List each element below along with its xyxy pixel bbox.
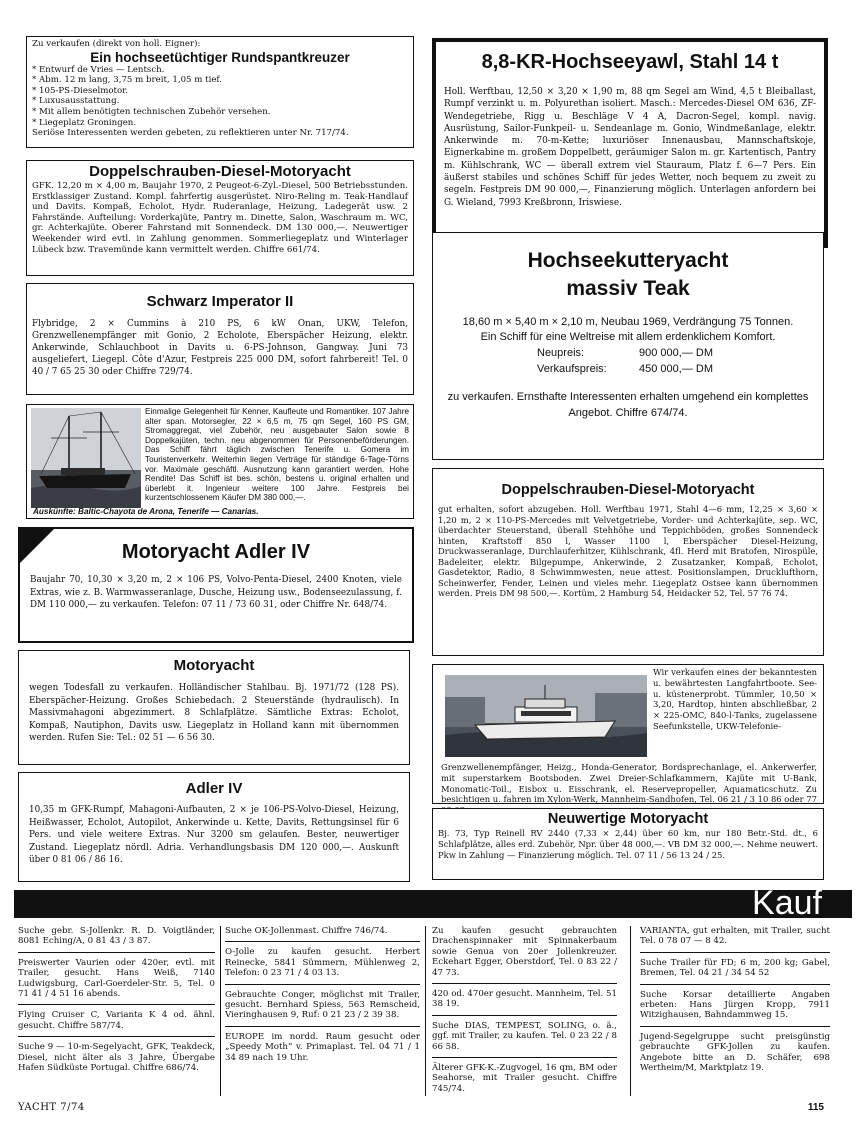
- ad-subtitle: massiv Teak: [566, 277, 690, 300]
- ad-body: wegen Todesfall zu verkaufen. Holländischer Stahlbau. Bj. 1971/72 (128 PS). Eberspächer-Heizung. Großes Schiebedach. 2 Steuerstände (hydraulisch). In Massivmahagoni abgezimmert. 8 Schlafplätze. Sämtliche Extras: Echolot, Kompaß, Nautiphon, Davits usw. Liegeplatz in Holland kann mit übernommen werden. Rufen Sie: Tel.: 02 51 — 6 56 30.: [29, 683, 399, 743]
- price-label: Neupreis:: [537, 347, 585, 359]
- entry-divider: [225, 1026, 420, 1027]
- feature-item: * Liegeplatz Groningen.: [32, 118, 408, 129]
- ad-contact: Auskünfte: Baltic-Chayota de Arona, Tenerife — Canarias.: [33, 507, 259, 516]
- entry-divider: [432, 983, 617, 984]
- classified-entry: Suche Korsar detaillierte Angaben erbeten: Hans Jürgen Kropp, 7911 Witzighausen, Bahndammweg 15.: [640, 989, 830, 1021]
- classified-entry: Älterer GFK-K.-Zugvogel, 16 qm, BM oder Seahorse, mit Trailer gesucht. Chiffre 745/74.: [432, 1063, 617, 1094]
- classified-entry: Flying Cruiser C, Varianta K 4 od. ähnl. gesucht. Chiffre 587/74.: [18, 1010, 215, 1031]
- ad-neuwertige-motoryacht: [432, 808, 824, 880]
- kauf-label: Kauf: [752, 884, 822, 922]
- ad-title: Hochseekutteryacht: [527, 249, 729, 272]
- feature-item: * Mit allem benötigten technischen Zubehör versehen.: [32, 107, 408, 118]
- price-row-verkauf: [433, 361, 823, 377]
- ad-doppelschrauben-2: [432, 468, 824, 656]
- column-divider: [220, 926, 221, 1096]
- page-footer-left: YACHT 7/74: [18, 1102, 85, 1113]
- price-value: 900 000,— DM: [639, 347, 713, 359]
- ad-schwarz-imperator: [26, 283, 414, 395]
- entry-divider: [432, 1015, 617, 1016]
- sailing-ship-photo: [31, 408, 141, 508]
- classified-entry: Zu kaufen gesucht gebrauchten Drachenspinnaker mit Spinnakerbaum sowie Genua von 20er Jollenkreuzer. Eckehart Egger, Oberstdorf, Tel. 0 83 22 / 47 73.: [432, 926, 617, 978]
- entry-divider: [432, 1057, 617, 1058]
- ad-title: Schwarz Imperator II: [146, 293, 294, 310]
- entry-divider: [640, 1026, 830, 1027]
- ad-langfahrtboot: [432, 664, 824, 804]
- ad-body: Baujahr 70, 10,30 × 3,20 m, 2 × 106 PS, Volvo-Penta-Diesel, 2400 Knoten, viele Extras, wie z. B. Warmwasseranlage, Dusche, Heizung usw., Bodenseezulassung, f. DM 110 000,— zu verkaufen. Telefon: 07 11 / 73 60 31, oder Chiffre Nr. 648/74.: [30, 575, 402, 611]
- column-divider: [630, 926, 631, 1096]
- column-divider: [425, 926, 426, 1096]
- classified-entry: Gebrauchte Conger, möglichst mit Trailer, gesucht. Bernhard Spiess, 563 Remscheid, Vieringhausen 9, Ruf: 0 21 23 / 2 39 38.: [225, 989, 420, 1021]
- ad-motoryacht-adler-iv: [18, 527, 414, 643]
- ad-body: gut erhalten, sofort abzugeben. Holl. Werftbau 1971, Stahl 4—6 mm, 12,25 × 3,60 × 1,20 m, 2 × 110-PS-Mercedes mit Velvetgetriebe, Vorder- und Achterkajüte, sep. WC, überdachter Steuerstand, überall Stehhöhe und Teppichböden, großes Sonnendeck hinten, Kraftstoff 850 l, Wasser 1100 l, Eberspächer Diesel-Heizung, Druckwasseranlage, Durchlauferhitzer, Kühlschrank, 4fl. Herd mit Bratofen, Nirospüle, Badeleiter, elektr. Bilgepumpe, Ankerwinde, 2 Zusatzanker, Kompaß, Echolot, Gasdetektor, Radio, 8 Schwimmwesten, neue attest. Positionslampen, Drucklufthorn, Scheinwerfer, Fender, Leinen und vieles mehr. Liegeplatz Ostsee kann übernommen werden. Preis DM 98 500,—. Kortüm, 2 Hamburg 54, Heidacker 52, Tel. 57 76 74.: [438, 504, 818, 598]
- feature-item: * Abm. 12 m lang, 3,75 m breit, 1,05 m tief.: [32, 75, 408, 86]
- corner-decoration: [20, 529, 54, 563]
- kauf-column-1: [18, 926, 215, 1078]
- entry-divider: [640, 952, 830, 953]
- ad-specs: 18,60 m × 5,40 m × 2,10 m, Neubau 1969, Verdrängung 75 Tonnen.: [462, 316, 794, 328]
- ad-body: 10,35 m GFK-Rumpf, Mahagoni-Aufbauten, 2 × je 106-PS-Volvo-Diesel, Heizung, Heißwasser, Echolot, Autopilot, Ankerwinde u. Kette, Davits, Rettungsinsel für 6 Pers. und viele weitere Extras. Nur 3200 sm gelaufen. Bester, neuwertiger Zustand. Liegeplatz nördl. Adria. Verhandlungsbasis DM 120 000,—. Auskunft über 0 81 06 / 86 16.: [29, 805, 399, 865]
- motorboat-photo: [445, 675, 647, 757]
- classified-entry: Preiswerter Vaurien oder 420er, evtl. mit Trailer, gesucht. Hans Weiß, 7140 Ludwigsburg, Carl-Goerdeler-Str. 5, Tel. 0 71 41 / 4 51 16 abends.: [18, 957, 215, 1000]
- entry-divider: [225, 984, 420, 985]
- kauf-column-3: [432, 926, 617, 1099]
- ad-title: Adler IV: [185, 780, 243, 797]
- classified-entry: Jugend-Segelgruppe sucht preisgünstig gebrauchte GFK-Jollen zu kaufen. Angebote bitte an D. Schäfer, 698 Wertheim/M, Marktplatz 19.: [640, 1031, 830, 1074]
- ad-title: Ein hochseetüchtiger Rundspantkreuzer: [90, 49, 350, 65]
- feature-item: * 105-PS-Dieselmotor.: [32, 86, 408, 97]
- ad-title: Neuwertige Motoryacht: [547, 811, 709, 827]
- ad-text-top: Wir verkaufen eines der bekanntesten u. bewährtesten Langfahrtboote. See- u. küstenerprobt. Tümmler, 10,50 × 3,20, Hardtop, hinten abschließbar, 2 × 225-OMC, 840-l-Tanks, zugelassene Seefunkstelle, UKW-Telefonie-: [653, 667, 817, 731]
- classified-entry: Suche OK-Jollenmast. Chiffre 746/74.: [225, 926, 388, 936]
- ad-doppelschrauben-1: [26, 160, 414, 276]
- ad-body: Holl. Werftbau, 12,50 × 3,20 × 1,90 m, 88 qm Segel am Wind, 4,5 t Bleiballast, Rumpf verzinkt u. m. Polyurethan isoliert. Masch.: Mercedes-Diesel OM 636, ZF-Wendegetriebe, Rigg u. Beschläge V 4 A, Dacron-Segel, kompl. navig. Ausrüstung, Sailor-Funkpeil- u. Sendeanlage m. Gonio, Windmeßanlage, elektr. Ankerwinde m. 70-m-Kette; luxuriöser Innenausbau, Mannschaftskoje, Eignerkabine m. großem Doppelbett, geräumiger Salon m. gr. Kartentisch, Pantry m. Kühlschrank, WC — überall extrem viel Stauraum, Platz f. 6—7 Pers. Ein äußerst stabiles und schönes Schiff für jedes Wetter, noch bequem zu zweit zu segeln. Festpreis DM 90 000,—, Finanzierung möglich. Unterlagen anfordern bei G. Wieland, 7993 Kreßbronn, Iriswiese.: [444, 87, 816, 208]
- ad-description: Ein Schiff für eine Weltreise mit allem erdenklichem Komfort.: [480, 331, 776, 343]
- classified-entry: 420 od. 470er gesucht. Mannheim, Tel. 51 38 19.: [432, 989, 617, 1010]
- price-row-neu: [433, 345, 823, 361]
- ad-body: Bj. 73, Typ Reinell RV 2440 (7,33 × 2,44) über 60 km, nur 180 Betr.-Std. dt., 6 Schlafplätze, alles erd. Zubehör, Npr. über 48 000,—. VB DM 32 000,—. Nehme neuwert. Pkw in Zahlung — Finanzierung möglich. Tel. 07 11 / 56 13 24 / 25.: [438, 828, 818, 860]
- ad-title: 8,8-KR-Hochseeyawl, Stahl 14 t: [481, 51, 779, 73]
- ad-body: GFK. 12,20 m × 4,00 m, Baujahr 1970, 2 Peugeot-6-Zyl.-Diesel, 500 Betriebsstunden. Erstklassiger Zustand. Kompl. fahrfertig ausgerüstet. Niro-Reling m. Teak-Handlauf und Davits. Kompaß, Echolot, Hydr. Ruderanlage, Heizung, Ladegerät usw. 2 Fahrstände. Aufteilung: Vorderkajüte, Pantry m. Dinette, Salon, Waschraum m. WC, gr. Achterkajüte. Oberer Fahrstand mit Sonnendeck. DM 130 000,—. Neuwertiger Weekender wird evtl. in Zahlung genommen. Sommerliegeplatz und Winterlager Lübeck bzw. Travemünde kann vermittelt werden. Chiffre 661/74.: [32, 181, 408, 255]
- price-label: Verkaufspreis:: [537, 363, 607, 375]
- ad-adler-iv: [18, 772, 410, 882]
- ad-motoryacht-todesfall: [18, 650, 410, 765]
- ad-title: Doppelschrauben-Diesel-Motoryacht: [89, 163, 351, 180]
- ad-intro: Zu verkaufen (direkt von holl. Eigner):: [32, 39, 201, 49]
- kauf-column-4: [640, 926, 830, 1078]
- entry-divider: [18, 1004, 215, 1005]
- ad-tenerife: [26, 404, 414, 519]
- classified-entry: Suche Trailer für FD; 6 m, 200 kg; Gabel, Bremen, Tel. 04 21 / 34 54 52: [640, 957, 830, 979]
- classified-entry: O-Jolle zu kaufen gesucht. Herbert Reinecke, 5841 Sümmern, Mühlenweg 2, Telefon: 0 23 71 / 4 03 13.: [225, 947, 420, 979]
- ad-hochseeyawl: [432, 38, 828, 248]
- ad-title: Doppelschrauben-Diesel-Motoryacht: [501, 482, 755, 498]
- page-number: 115: [807, 1102, 824, 1113]
- ad-rundspantkreuzer: [26, 36, 414, 148]
- ad-title: Motoryacht: [173, 657, 255, 674]
- classified-entry: Suche gebr. S-Jollenkr. R. D. Voigtländer, 8081 Eching/A, 0 81 43 / 3 87.: [18, 926, 215, 947]
- entry-divider: [18, 952, 215, 953]
- feature-item: * Entwurf de Vries — Lentsch.: [32, 65, 408, 76]
- feature-list: [27, 65, 413, 129]
- ad-footer: Seriöse Interessenten werden gebeten, zu reflektieren unter Nr. 717/74.: [32, 128, 349, 139]
- classified-entry: EUROPE im nordd. Raum gesucht oder „Speedy Moth“ v. Primaplast. Tel. 04 71 / 1 34 89 nach 19 Uhr.: [225, 1031, 420, 1063]
- classified-entry: Suche DIAS, TEMPEST, SOLING, o. ä., ggf. mit Trailer, zu kaufen. Tel. 0 23 22 / 8 66 58.: [432, 1020, 617, 1052]
- kauf-column-2: [225, 926, 420, 1068]
- ad-hochseekutteryacht: [432, 232, 824, 460]
- ad-footer: zu verkaufen. Ernsthafte Interessenten erhalten umgehend ein komplettes Angebot. Chiffre 674/74.: [447, 391, 809, 419]
- price-value: 450 000,— DM: [639, 363, 713, 375]
- entry-divider: [18, 1036, 215, 1037]
- entry-divider: [640, 984, 830, 985]
- ad-text-bottom: Grenzwellenempfänger, Heizg., Honda-Generator, Bordsprechanlage, el. Ankerwerfer, mit superstarkem Bootsboden. Zwei Dreier-Schlafkammern, Kajüte mit U-Bank, Monomatic-Toil., Eisbox u. Eisschrank, el. Reservepropeller, Aquamaticschutz. Zu besichtigen u. fahren im Xylon-Werk, Mannheim-Sandhofen, Tel. 06 21 / 3 10 86 oder 77: [441, 762, 817, 805]
- ad-body: Flybridge, 2 × Cummins à 210 PS, 6 kW Onan, UKW, Telefon, Grenzwellenempfänger mit Gonio, 2 Echolote, Eberspächer Heizung, elektr. Ankerwinde, Schlauchboot in Davits u. 6-PS-Johnson, Gangway. Juni 73 ausgeliefert, Liegepl. Côte d'Azur, Festpreis 225 000 DM, sofort fahrbereit! Tel. 0 40 / 7 65 25 30 oder Chiffre 729/74.: [32, 319, 408, 377]
- ad-body: Einmalige Gelegenheit für Kenner, Kaufleute und Romantiker. 107 Jahre alter span. Motorsegler, 22 × 6,5 m, 75 qm Segel, 160 PS GM, Stromaggregat, viel Zubehör, neu ausgebauter Salon sowie 8 Doppelkajüten, techn. neu abgenommen für Personenbeförderungen. Das Schiff fährt täglich zwischen Tenerife u. Gomera im Touristenverkehr. Weiterhin liegen Verträge für ständige 6-Tage-Törns vor. Maximale geschäftl. Ausnutzung kann garantiert werden. Hohe Rendite! Das Schiff ist bes. schön, bestens u. original erhalten und überlebt it. Ingenieur weitere 100 Jahre. Festpreis bei kurzentschlossenem Käufer DM 380 000,—.: [145, 407, 409, 503]
- ad-title: Motoryacht Adler IV: [121, 541, 311, 563]
- entry-divider: [225, 941, 420, 942]
- feature-item: * Luxusausstattung.: [32, 96, 408, 107]
- classified-entry: VARIANTA, gut erhalten, mit Trailer, sucht Tel. 0 78 07 — 8 42.: [640, 926, 830, 947]
- kauf-banner: [14, 884, 852, 922]
- classified-entry: Suche 9 — 10-m-Segelyacht, GFK, Teakdeck, Diesel, nicht älter als 3 Jahre, Übergabe Hafen Südküste Portugal. Chiffre 686/74.: [18, 1042, 215, 1074]
